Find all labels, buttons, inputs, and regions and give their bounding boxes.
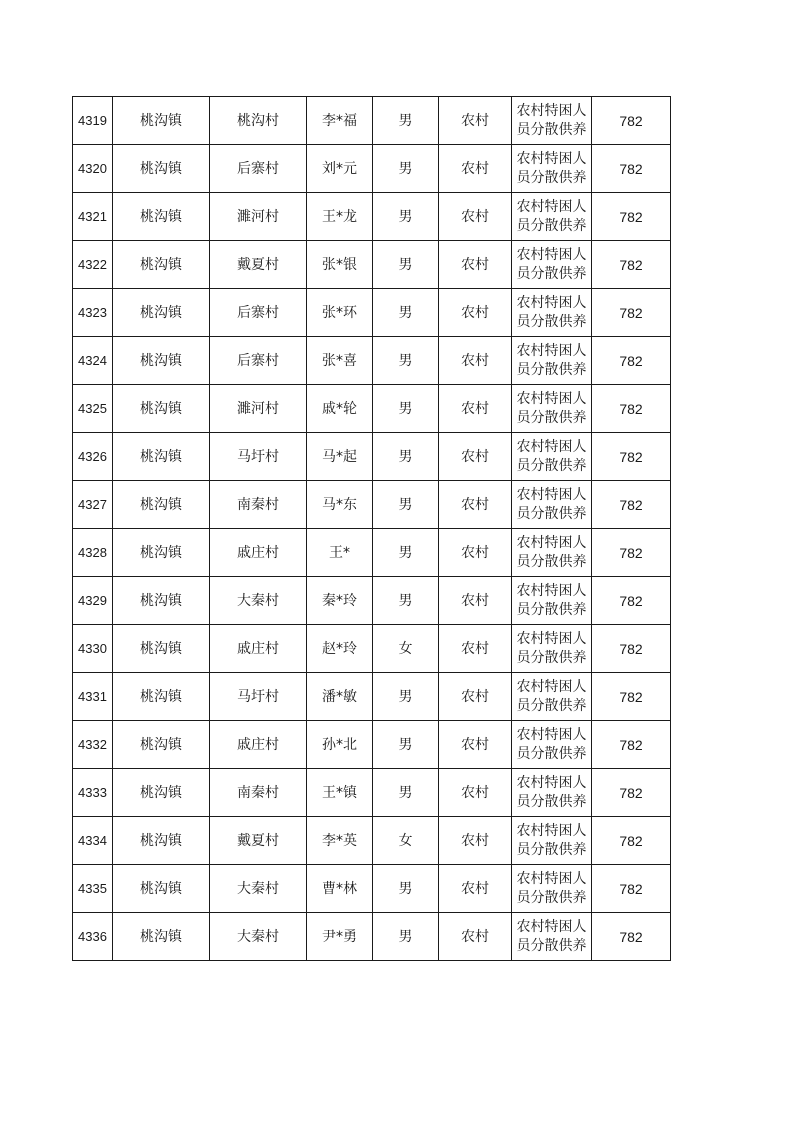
town-cell: 桃沟镇 xyxy=(113,337,210,385)
assistance-category-cell: 农村特困人员分散供养 xyxy=(512,289,592,337)
household-type-cell: 农村 xyxy=(439,865,512,913)
town-cell: 桃沟镇 xyxy=(113,289,210,337)
roster-table xyxy=(72,96,671,961)
assistance-category-cell: 农村特困人员分散供养 xyxy=(512,337,592,385)
household-type-cell: 农村 xyxy=(439,433,512,481)
serial-number-cell: 4325 xyxy=(73,385,113,433)
household-type-cell: 农村 xyxy=(439,673,512,721)
village-cell: 戚庄村 xyxy=(210,721,307,769)
serial-number-cell: 4324 xyxy=(73,337,113,385)
gender-cell: 男 xyxy=(373,721,439,769)
gender-cell: 男 xyxy=(373,769,439,817)
town-cell: 桃沟镇 xyxy=(113,97,210,145)
household-type-cell: 农村 xyxy=(439,337,512,385)
village-cell: 南秦村 xyxy=(210,481,307,529)
village-cell: 南秦村 xyxy=(210,769,307,817)
amount-cell: 782 xyxy=(592,193,671,241)
serial-number-cell: 4333 xyxy=(73,769,113,817)
table-row xyxy=(73,385,671,433)
person-name-cell: 刘*元 xyxy=(307,145,373,193)
assistance-category-cell: 农村特困人员分散供养 xyxy=(512,817,592,865)
assistance-category-cell: 农村特困人员分散供养 xyxy=(512,913,592,961)
table-row xyxy=(73,241,671,289)
person-name-cell: 张*喜 xyxy=(307,337,373,385)
town-cell: 桃沟镇 xyxy=(113,913,210,961)
household-type-cell: 农村 xyxy=(439,385,512,433)
household-type-cell: 农村 xyxy=(439,817,512,865)
person-name-cell: 王* xyxy=(307,529,373,577)
town-cell: 桃沟镇 xyxy=(113,241,210,289)
town-cell: 桃沟镇 xyxy=(113,145,210,193)
gender-cell: 女 xyxy=(373,625,439,673)
table-row xyxy=(73,817,671,865)
table-row xyxy=(73,337,671,385)
assistance-category-cell: 农村特困人员分散供养 xyxy=(512,481,592,529)
assistance-category-cell: 农村特困人员分散供养 xyxy=(512,673,592,721)
village-cell: 马圩村 xyxy=(210,673,307,721)
amount-cell: 782 xyxy=(592,721,671,769)
assistance-category-cell: 农村特困人员分散供养 xyxy=(512,433,592,481)
amount-cell: 782 xyxy=(592,481,671,529)
town-cell: 桃沟镇 xyxy=(113,193,210,241)
serial-number-cell: 4323 xyxy=(73,289,113,337)
person-name-cell: 马*东 xyxy=(307,481,373,529)
amount-cell: 782 xyxy=(592,337,671,385)
village-cell: 戚庄村 xyxy=(210,529,307,577)
amount-cell: 782 xyxy=(592,865,671,913)
household-type-cell: 农村 xyxy=(439,769,512,817)
serial-number-cell: 4331 xyxy=(73,673,113,721)
serial-number-cell: 4329 xyxy=(73,577,113,625)
serial-number-cell: 4322 xyxy=(73,241,113,289)
serial-number-cell: 4335 xyxy=(73,865,113,913)
household-type-cell: 农村 xyxy=(439,481,512,529)
gender-cell: 男 xyxy=(373,145,439,193)
table-row xyxy=(73,145,671,193)
person-name-cell: 马*起 xyxy=(307,433,373,481)
serial-number-cell: 4334 xyxy=(73,817,113,865)
table-row xyxy=(73,721,671,769)
assistance-category-cell: 农村特困人员分散供养 xyxy=(512,721,592,769)
household-type-cell: 农村 xyxy=(439,577,512,625)
town-cell: 桃沟镇 xyxy=(113,577,210,625)
gender-cell: 男 xyxy=(373,865,439,913)
amount-cell: 782 xyxy=(592,241,671,289)
village-cell: 大秦村 xyxy=(210,913,307,961)
table-row xyxy=(73,673,671,721)
assistance-category-cell: 农村特困人员分散供养 xyxy=(512,529,592,577)
town-cell: 桃沟镇 xyxy=(113,721,210,769)
table-row xyxy=(73,865,671,913)
serial-number-cell: 4330 xyxy=(73,625,113,673)
household-type-cell: 农村 xyxy=(439,625,512,673)
person-name-cell: 王*龙 xyxy=(307,193,373,241)
amount-cell: 782 xyxy=(592,289,671,337)
gender-cell: 男 xyxy=(373,97,439,145)
table-row xyxy=(73,97,671,145)
person-name-cell: 尹*勇 xyxy=(307,913,373,961)
gender-cell: 男 xyxy=(373,289,439,337)
town-cell: 桃沟镇 xyxy=(113,385,210,433)
assistance-category-cell: 农村特困人员分散供养 xyxy=(512,97,592,145)
village-cell: 后寨村 xyxy=(210,337,307,385)
serial-number-cell: 4326 xyxy=(73,433,113,481)
household-type-cell: 农村 xyxy=(439,529,512,577)
town-cell: 桃沟镇 xyxy=(113,769,210,817)
serial-number-cell: 4327 xyxy=(73,481,113,529)
person-name-cell: 秦*玲 xyxy=(307,577,373,625)
household-type-cell: 农村 xyxy=(439,721,512,769)
village-cell: 桃沟村 xyxy=(210,97,307,145)
table-row xyxy=(73,769,671,817)
table-row xyxy=(73,913,671,961)
person-name-cell: 戚*轮 xyxy=(307,385,373,433)
table-row xyxy=(73,529,671,577)
village-cell: 戴夏村 xyxy=(210,241,307,289)
town-cell: 桃沟镇 xyxy=(113,865,210,913)
assistance-category-cell: 农村特困人员分散供养 xyxy=(512,145,592,193)
gender-cell: 女 xyxy=(373,817,439,865)
amount-cell: 782 xyxy=(592,817,671,865)
amount-cell: 782 xyxy=(592,769,671,817)
household-type-cell: 农村 xyxy=(439,145,512,193)
person-name-cell: 孙*北 xyxy=(307,721,373,769)
amount-cell: 782 xyxy=(592,385,671,433)
gender-cell: 男 xyxy=(373,673,439,721)
household-type-cell: 农村 xyxy=(439,193,512,241)
amount-cell: 782 xyxy=(592,529,671,577)
village-cell: 濉河村 xyxy=(210,385,307,433)
person-name-cell: 赵*玲 xyxy=(307,625,373,673)
gender-cell: 男 xyxy=(373,577,439,625)
gender-cell: 男 xyxy=(373,913,439,961)
village-cell: 戚庄村 xyxy=(210,625,307,673)
gender-cell: 男 xyxy=(373,433,439,481)
assistance-category-cell: 农村特困人员分散供养 xyxy=(512,241,592,289)
town-cell: 桃沟镇 xyxy=(113,433,210,481)
table-row xyxy=(73,625,671,673)
gender-cell: 男 xyxy=(373,481,439,529)
serial-number-cell: 4328 xyxy=(73,529,113,577)
village-cell: 大秦村 xyxy=(210,577,307,625)
amount-cell: 782 xyxy=(592,145,671,193)
assistance-category-cell: 农村特困人员分散供养 xyxy=(512,865,592,913)
amount-cell: 782 xyxy=(592,625,671,673)
person-name-cell: 张*环 xyxy=(307,289,373,337)
assistance-category-cell: 农村特困人员分散供养 xyxy=(512,193,592,241)
assistance-category-cell: 农村特困人员分散供养 xyxy=(512,385,592,433)
table-row xyxy=(73,481,671,529)
village-cell: 戴夏村 xyxy=(210,817,307,865)
roster-body xyxy=(73,97,671,961)
village-cell: 后寨村 xyxy=(210,145,307,193)
serial-number-cell: 4320 xyxy=(73,145,113,193)
gender-cell: 男 xyxy=(373,337,439,385)
person-name-cell: 潘*敏 xyxy=(307,673,373,721)
person-name-cell: 曹*林 xyxy=(307,865,373,913)
household-type-cell: 农村 xyxy=(439,289,512,337)
household-type-cell: 农村 xyxy=(439,913,512,961)
serial-number-cell: 4321 xyxy=(73,193,113,241)
village-cell: 马圩村 xyxy=(210,433,307,481)
person-name-cell: 张*银 xyxy=(307,241,373,289)
amount-cell: 782 xyxy=(592,913,671,961)
village-cell: 濉河村 xyxy=(210,193,307,241)
town-cell: 桃沟镇 xyxy=(113,481,210,529)
town-cell: 桃沟镇 xyxy=(113,529,210,577)
village-cell: 大秦村 xyxy=(210,865,307,913)
assistance-category-cell: 农村特困人员分散供养 xyxy=(512,625,592,673)
table-row xyxy=(73,577,671,625)
person-name-cell: 李*福 xyxy=(307,97,373,145)
amount-cell: 782 xyxy=(592,97,671,145)
town-cell: 桃沟镇 xyxy=(113,673,210,721)
assistance-category-cell: 农村特困人员分散供养 xyxy=(512,577,592,625)
household-type-cell: 农村 xyxy=(439,97,512,145)
town-cell: 桃沟镇 xyxy=(113,817,210,865)
amount-cell: 782 xyxy=(592,433,671,481)
person-name-cell: 王*镇 xyxy=(307,769,373,817)
village-cell: 后寨村 xyxy=(210,289,307,337)
table-row xyxy=(73,289,671,337)
assistance-category-cell: 农村特困人员分散供养 xyxy=(512,769,592,817)
amount-cell: 782 xyxy=(592,673,671,721)
amount-cell: 782 xyxy=(592,577,671,625)
serial-number-cell: 4332 xyxy=(73,721,113,769)
table-row xyxy=(73,433,671,481)
serial-number-cell: 4336 xyxy=(73,913,113,961)
gender-cell: 男 xyxy=(373,241,439,289)
serial-number-cell: 4319 xyxy=(73,97,113,145)
gender-cell: 男 xyxy=(373,193,439,241)
gender-cell: 男 xyxy=(373,385,439,433)
person-name-cell: 李*英 xyxy=(307,817,373,865)
gender-cell: 男 xyxy=(373,529,439,577)
town-cell: 桃沟镇 xyxy=(113,625,210,673)
table-row xyxy=(73,193,671,241)
household-type-cell: 农村 xyxy=(439,241,512,289)
